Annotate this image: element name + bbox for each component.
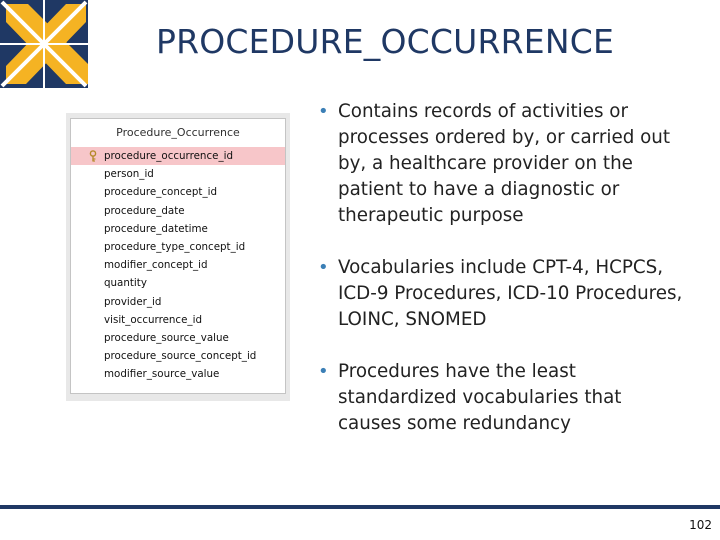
table-field — [71, 183, 285, 201]
table-field — [71, 165, 285, 183]
table-field — [71, 347, 285, 365]
field-name: procedure_date — [104, 204, 185, 217]
table-field — [71, 256, 285, 274]
table-field — [71, 311, 285, 329]
field-name: procedure_type_concept_id — [104, 240, 246, 253]
procedure-occurrence-table — [70, 118, 286, 394]
bullet-item — [316, 255, 686, 333]
table-field — [71, 293, 285, 311]
field-name: procedure_datetime — [104, 222, 208, 235]
field-name: visit_occurrence_id — [104, 313, 202, 326]
bullet-text: Contains records of activities or processes ordered by, or carried out by, a healthcare provider on the patient to have a diagnostic or therapeutic purpose — [338, 101, 671, 226]
bullet-marker: • — [318, 361, 329, 382]
field-name: procedure_occurrence_id — [104, 150, 234, 162]
primary-key-field — [71, 147, 285, 165]
ohdsi-logo-icon — [0, 0, 88, 88]
field-name: quantity — [104, 277, 147, 290]
table-name: Procedure_Occurrence — [116, 125, 240, 139]
field-name: procedure_source_value — [104, 331, 229, 344]
field-name: modifier_concept_id — [104, 259, 208, 272]
footer-rule — [0, 505, 720, 509]
table-field — [71, 202, 285, 220]
bullet-marker: • — [318, 101, 329, 122]
bullet-list — [316, 99, 686, 437]
bullet-text: Vocabularies include CPT-4, HCPCS, ICD-9 Procedures, ICD-10 Procedures, LOINC, SNOMED — [338, 257, 683, 330]
table-field — [71, 238, 285, 256]
field-name: procedure_concept_id — [104, 186, 217, 199]
table-field — [71, 274, 285, 292]
field-list — [71, 147, 285, 383]
page-number: 102 — [689, 518, 712, 532]
bullet-item — [316, 359, 686, 437]
table-field — [71, 365, 285, 383]
field-name: person_id — [104, 168, 154, 181]
table-field — [71, 220, 285, 238]
field-name: modifier_source_value — [104, 368, 220, 381]
field-name: provider_id — [104, 295, 162, 308]
slide-title: PROCEDURE_OCCURRENCE — [155, 22, 615, 61]
bullet-text: Procedures have the least standardized vocabularies that causes some redundancy — [338, 361, 622, 434]
field-name: procedure_source_concept_id — [104, 350, 257, 363]
bullet-item — [316, 99, 686, 229]
bullet-marker: • — [318, 257, 329, 278]
table-field — [71, 329, 285, 347]
key-icon — [88, 150, 98, 162]
